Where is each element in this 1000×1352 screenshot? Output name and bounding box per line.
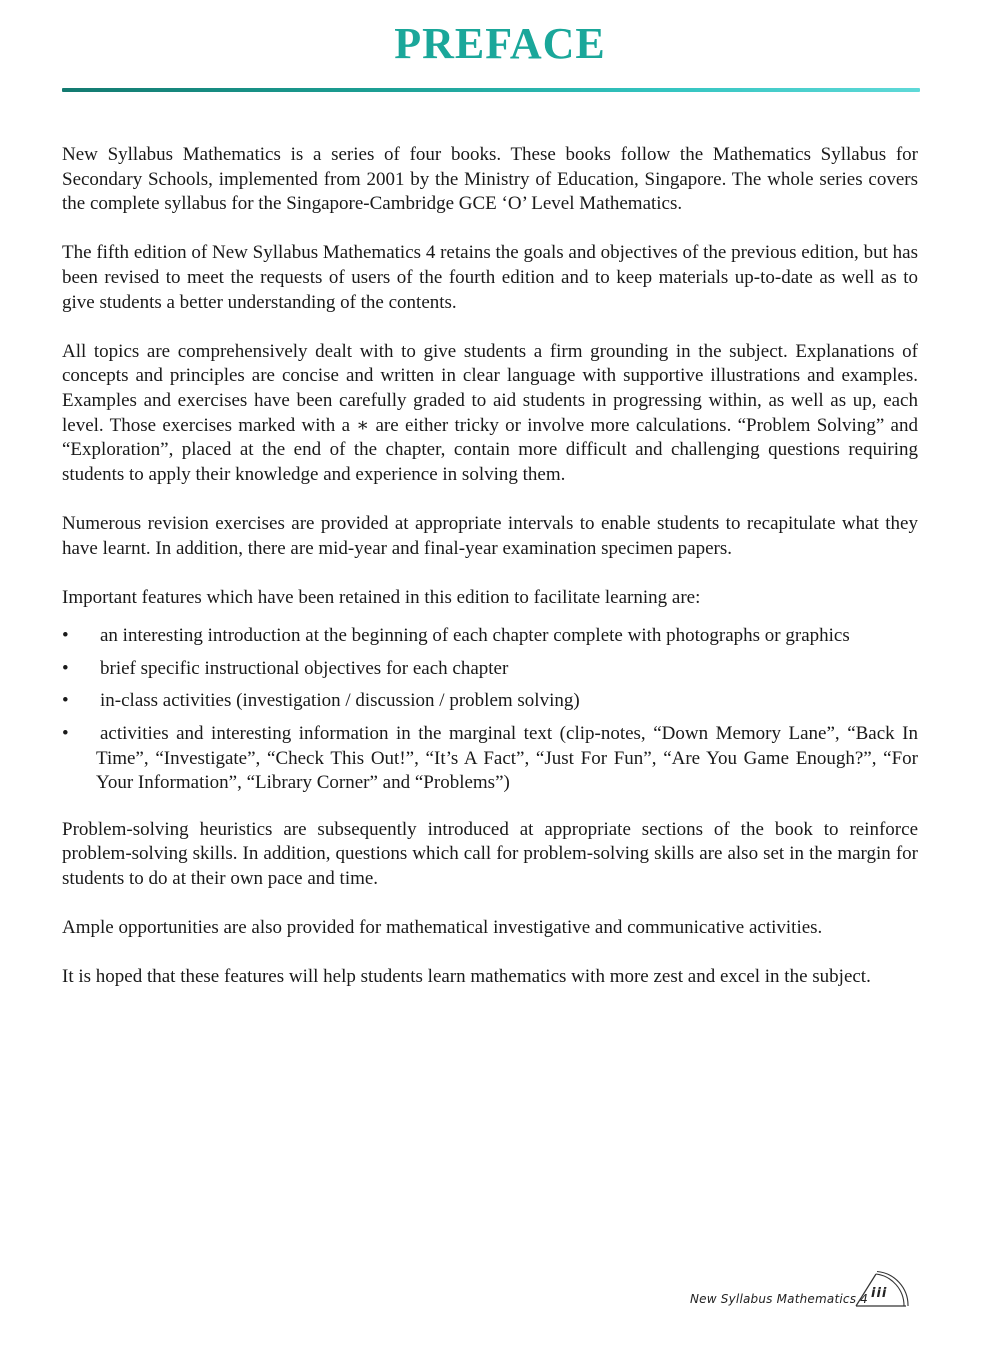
footer-book-title: New Syllabus Mathematics 4 (690, 1292, 868, 1306)
feature-text: an interesting introduction at the beginning of each chapter complete with photographs or graphics (100, 625, 850, 647)
paragraph-topics: All topics are comprehensively dealt with to give students a firm grounding in the subject. Explanations of concepts and principles are concise and written in clear language with supportive illustrations and examples. Examples and exercises have been carefully graded to aid students in progressing within, as well as up, each level. Those exercises marked with a ∗ are either tricky or involve more calculations. “Problem Solving” and “Exploration”, placed at the end of the chapter, contain more difficult and challenging questions requiring students to apply their knowledge and experience in solving them. (62, 340, 918, 485)
paragraph-fifth-edition: The fifth edition of New Syllabus Mathematics 4 retains the goals and objectives of the previous edition, but has been revised to meet the requests of users of the fourth edition and to keep materials up-to-date as well as to give students a better understanding of the contents. (62, 242, 918, 313)
features-list (62, 624, 918, 796)
paragraph-series-overview: New Syllabus Mathematics is a series of four books. These books follow the Mathematics Syllabus for Secondary Schools, implemented from 2001 by the Ministry of Education, Singapore. The whole series covers the complete syllabus for the Singapore-Cambridge GCE ‘O’ Level Mathematics. (62, 144, 918, 215)
paragraph-closing: It is hoped that these features will help students learn mathematics with more zest and excel in the subject. (62, 966, 871, 988)
bullet-icon: • (62, 690, 69, 712)
feature-text: in-class activities (investigation / discussion / problem solving) (100, 690, 580, 712)
preface-body (62, 143, 918, 1015)
bullet-icon: • (62, 625, 69, 647)
list-item (62, 657, 918, 682)
bullet-icon: • (62, 657, 69, 679)
paragraph-features-intro: Important features which have been retained in this edition to facilitate learning are: (62, 586, 701, 608)
bullet-icon: • (62, 723, 69, 745)
title-underline-divider (62, 88, 920, 92)
paragraph-problem-solving: Problem-solving heuristics are subsequently introduced at appropriate sections of the book to reinforce problem-solving skills. In addition, questions which call for problem-solving skills are also set in the margin for students to do at their own pace and time. (62, 818, 918, 890)
list-item (62, 624, 918, 649)
paragraph-opportunities: Ample opportunities are also provided for mathematical investigative and communicative activities. (62, 917, 823, 939)
list-item (62, 722, 918, 796)
paragraph-revision-exercises: Numerous revision exercises are provided at appropriate intervals to enable students to recapitulate what they have learnt. In addition, there are mid-year and final-year examination specimen papers. (62, 512, 918, 559)
page-footer (690, 1276, 920, 1326)
page-title: PREFACE (394, 19, 606, 68)
page-number: iii (871, 1286, 888, 1301)
feature-text: activities and interesting information in the marginal text (clip-notes, “Down Memory Lane”, “Back In Time”, “Investigate”, “Check This Out!”, “It’s A Fact”, “Just For Fun”, “Are You Game Enough?”, “For Your Information”, “Library Corner” and “Problems”) (96, 723, 918, 794)
feature-text: brief specific instructional objectives for each chapter (100, 657, 509, 679)
list-item (62, 689, 918, 714)
